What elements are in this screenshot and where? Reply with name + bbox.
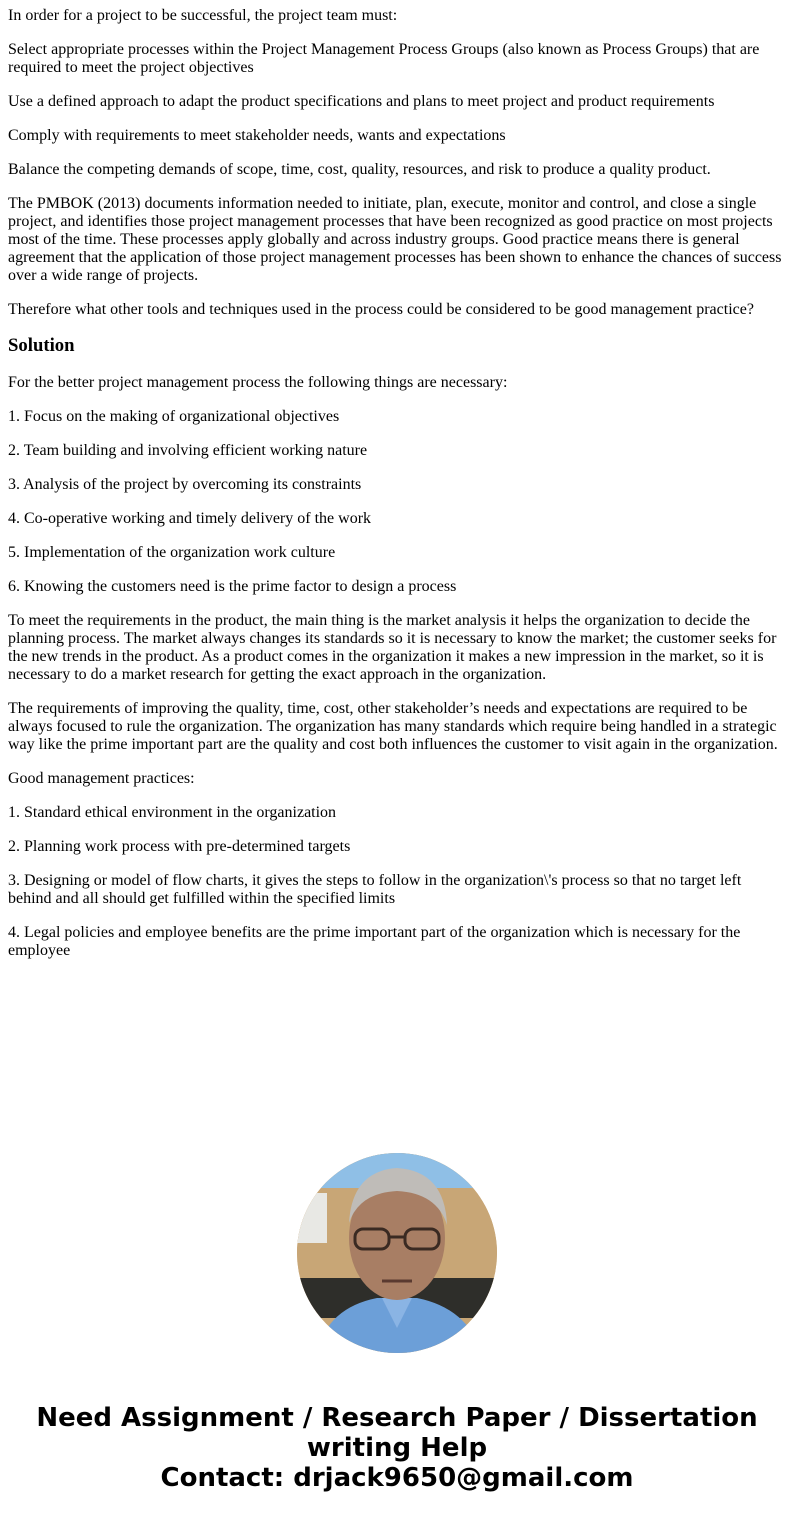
- question-paragraph: In order for a project to be successful, the project team must:: [8, 7, 398, 24]
- banner-line: writing Help: [306, 1433, 488, 1463]
- solution-paragraph: 3. Analysis of the project by overcoming its constraints: [8, 476, 362, 493]
- question-paragraph: The PMBOK (2013) documents information needed to initiate, plan, execute, monitor and control, and close a single project, and identifies those project management processes that have been recognized as good practice on most projects most of the time. These processes apply globally and across industry groups. Good practice means there is general agreement that the application of those project management processes has been shown to enhance the chances of success over a wide range of projects.: [8, 195, 782, 284]
- solution-paragraph: For the better project management process the following things are necessary:: [8, 374, 508, 391]
- portrait-image: [297, 1153, 497, 1353]
- solution-heading: Solution: [8, 335, 75, 356]
- solution-paragraph: 4. Co-operative working and timely delivery of the work: [8, 510, 372, 527]
- question-paragraph: Comply with requirements to meet stakeholder needs, wants and expectations: [8, 127, 506, 144]
- document-body: [8, 7, 786, 976]
- solution-paragraph: 2. Team building and involving efficient working nature: [8, 442, 368, 459]
- solution-paragraph: 4. Legal policies and employee benefits are the prime important part of the organization which is necessary for the employee: [8, 924, 741, 959]
- solution-paragraph: 3. Designing or model of flow charts, it gives the steps to follow in the organization\'s process so that no target left behind and all should get fulfilled within the specified limits: [8, 872, 742, 907]
- solution-paragraph: 5. Implementation of the organization work culture: [8, 544, 336, 561]
- solution-paragraph: To meet the requirements in the product, the main thing is the market analysis it helps the organization to decide the planning process. The market always changes its standards so it is necessary to know the market; the customer seeks for the new trends in the product. As a product comes in the organization it makes a new impression in the market, so it is necessary to do a market research for getting the exact approach in the organization.: [8, 612, 777, 683]
- solution-paragraph: The requirements of improving the quality, time, cost, other stakeholder’s needs and expectations are required to be always focused to rule the organization. The organization has many standards which require being handled in a strategic way like the prime important part are the quality and cost both influences the customer to visit again in the organization.: [8, 700, 778, 753]
- solution-paragraph: 2. Planning work process with pre-determined targets: [8, 838, 351, 855]
- contact-email: Contact: drjack9650@gmail.com: [160, 1463, 634, 1493]
- question-paragraph: Balance the competing demands of scope, time, cost, quality, resources, and risk to produce a quality product.: [8, 161, 711, 178]
- solution-paragraph: 1. Focus on the making of organizational objectives: [8, 408, 340, 425]
- author-avatar: [297, 1153, 497, 1353]
- question-paragraph: Select appropriate processes within the Project Management Process Groups (also known as Process Groups) that are required to meet the project objectives: [8, 41, 760, 76]
- solution-paragraph: Good management practices:: [8, 770, 195, 787]
- question-paragraph: Therefore what other tools and techniques used in the process could be considered to be good management practice?: [8, 301, 754, 318]
- banner-line: Need Assignment / Research Paper / Dissertation: [36, 1403, 758, 1433]
- contact-banner: [0, 1403, 794, 1493]
- solution-paragraph: 6. Knowing the customers need is the prime factor to design a process: [8, 578, 457, 595]
- solution-paragraph: 1. Standard ethical environment in the organization: [8, 804, 337, 821]
- question-paragraph: Use a defined approach to adapt the product specifications and plans to meet project and product requirements: [8, 93, 715, 110]
